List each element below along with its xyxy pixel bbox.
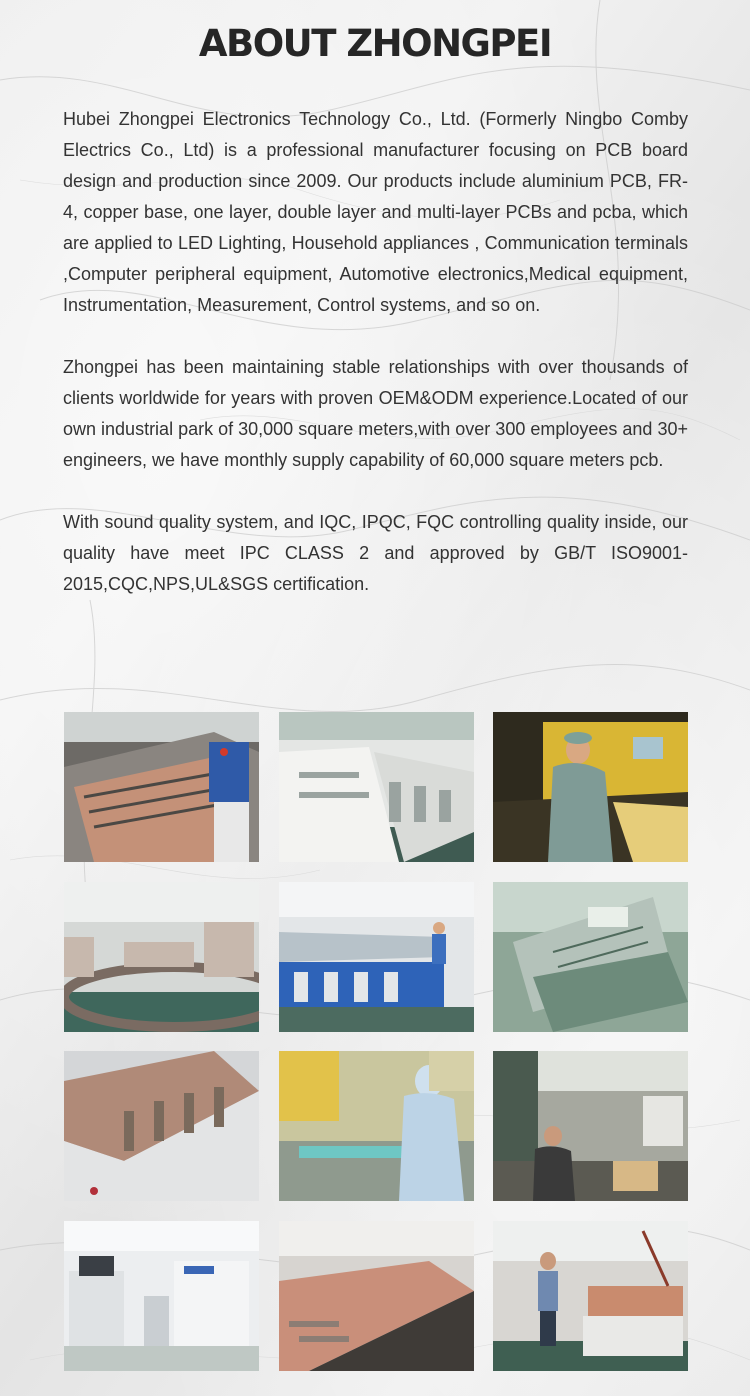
intro-paragraph: Hubei Zhongpei Electronics Technology Co., Ltd. (Formerly Ningbo Comby Electrics Co., Ltd) is a professional manufacturer focusing on PCB board design and production since 2009. Our products include aluminium PCB, FR-4, copper base, one layer, double layer and multi-layer PCBs and pcba, which are applied to LED Lighting, Household appliances , Communication terminals ,Computer peripheral equipment, Automotive electronics,Medical equipment, Instrumentation, Measurement, Control systems, and so on. [63, 109, 688, 315]
factory-photo-gallery [64, 712, 688, 1371]
factory-photo [64, 712, 259, 862]
factory-photo [64, 882, 259, 1032]
intro-paragraph: Zhongpei has been maintaining stable relationships with over thousands of clients worldwide for years with proven OEM&ODM experience.Located of our own industrial park of 30,000 square meters,with over 300 employees and 30+ engineers, we have monthly supply capability of 60,000 square meters pcb. [63, 357, 688, 470]
factory-photo [279, 712, 474, 862]
company-description [63, 104, 688, 631]
factory-photo [64, 1051, 259, 1201]
factory-photo [279, 882, 474, 1032]
factory-photo [279, 1221, 474, 1371]
page-title: ABOUT ZHONGPEI [198, 22, 552, 65]
factory-photo [493, 1051, 688, 1201]
factory-photo [493, 1221, 688, 1371]
intro-paragraph: With sound quality system, and IQC, IPQC, FQC controlling quality inside, our quality have meet IPC CLASS 2 and approved by GB/T ISO9001-2015,CQC,NPS,UL&SGS certification. [63, 512, 688, 594]
factory-photo [493, 712, 688, 862]
factory-photo [64, 1221, 259, 1371]
factory-photo [493, 882, 688, 1032]
factory-photo [279, 1051, 474, 1201]
